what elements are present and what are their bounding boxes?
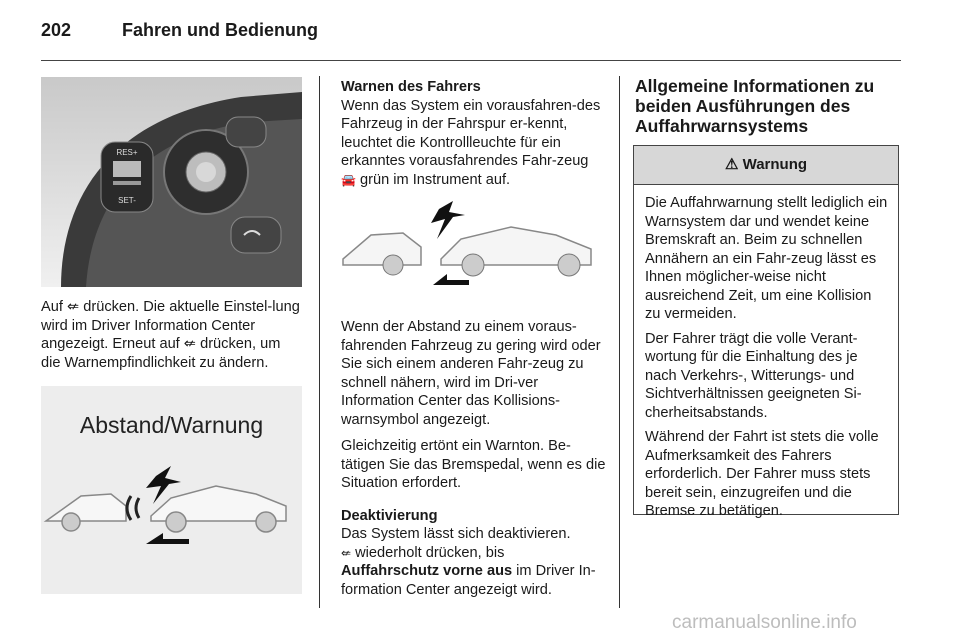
instruction-paragraph: Auf ⇍ drücken. Die aktuelle Einstel-lung wird im Driver Information Center angezeigt. Erneut auf ⇍ drücken, um die Warnempfindlichkeit zu ändern. — [41, 299, 300, 371]
deaktivierung-text: Das System lässt sich deaktivieren. — [341, 526, 571, 542]
header-rule — [41, 60, 901, 61]
warning-body — [634, 185, 898, 521]
general-info-heading: Allgemeine Informationen zu beiden Ausführungen des Auffahrwarnsystems — [635, 76, 875, 136]
warnen-heading: Warnen des Fahrers — [341, 79, 481, 95]
warning-header — [634, 146, 898, 185]
column-1-text — [41, 298, 303, 380]
collision-warning-paragraph: Wenn der Abstand zu einem voraus-fahrenden Fahrzeug zu gering wird oder Sie sich einem anderen Fahr-zeug zu schnell nähern, wird im Dri-ver Information Center das Kollisions-warnsymbol angezeigt. — [341, 319, 601, 428]
warning-paragraph-2: Der Fahrer trägt die volle Verant-wortung für die Einhaltung des je nach Verkehrs-, Witterungs- und Sichtverhältnissen geeigneten Si-cherheitsabstands. — [645, 330, 862, 421]
car-icon: 🚘 — [341, 172, 356, 187]
warning-paragraph-1: Die Auffahrwarnung stellt lediglich ein Warnsystem dar und wendet keine Bremskraft an. Beim zu schnellen Annähern an ein Fahr-zeug lässt es Ihnen möglicher-weise nicht ausreichend Zeit, um eine Kollision zu vermeiden. — [645, 195, 888, 322]
warnen-text-end: grün im Instrument auf. — [360, 171, 511, 188]
page-number: 202 — [41, 20, 72, 40]
warning-triangle-icon: ⚠ — [724, 156, 739, 173]
steering-wheel-illustration — [41, 77, 302, 287]
driver-info-display-image — [41, 386, 302, 594]
column-divider-1 — [319, 76, 320, 608]
page-title: Fahren und Bedienung — [122, 20, 319, 40]
page-header — [41, 20, 318, 41]
steering-wheel-image — [41, 77, 302, 287]
column-2-text-bottom — [341, 318, 607, 607]
deaktivierung-heading: Deaktivierung — [341, 507, 438, 524]
approach-illustration-image — [341, 199, 603, 301]
display-title: Abstand/Warnung — [79, 412, 264, 438]
res-button-label: RES+ — [116, 148, 138, 157]
deaktivierung-text-3: im Driver In-formation Center angezeigt wird. — [341, 563, 596, 598]
column-divider-2 — [619, 76, 620, 608]
watermark: carmanualsonline.info — [672, 612, 857, 633]
warning-title: Warnung — [742, 156, 808, 173]
warning-paragraph-3: Während der Fahrt ist stets die volle Aufmerksamkeit des Fahrers erforderlich. Der Fahrer muss stets bereit sein, einzugreifen und die Bremse zu betätigen. — [645, 429, 879, 519]
collision-warning-illustration — [41, 386, 302, 594]
column-2-text-top — [341, 78, 607, 197]
approaching-vehicle-illustration — [341, 199, 603, 301]
warnen-text: Wenn das System ein vorausfahren-des Fahrzeug in der Fahrspur er-kennt, leuchtet die Kontrollleuchte für ein erkanntes vorausfahrendes Fahr-zeug — [341, 97, 601, 169]
deaktivierung-text-2: wiederholt drücken, bis — [355, 544, 505, 561]
brake-paragraph: Gleichzeitig ertönt ein Warnton. Be-tätigen Sie das Bremspedal, wenn es die Situation erfordert. — [341, 438, 606, 491]
set-button-label: SET- — [118, 196, 136, 205]
distance-button-icon: ⇍ — [341, 545, 352, 560]
deaktivierung-bold-term: Auffahrschutz vorne aus — [341, 563, 513, 579]
warning-box — [633, 145, 899, 519]
